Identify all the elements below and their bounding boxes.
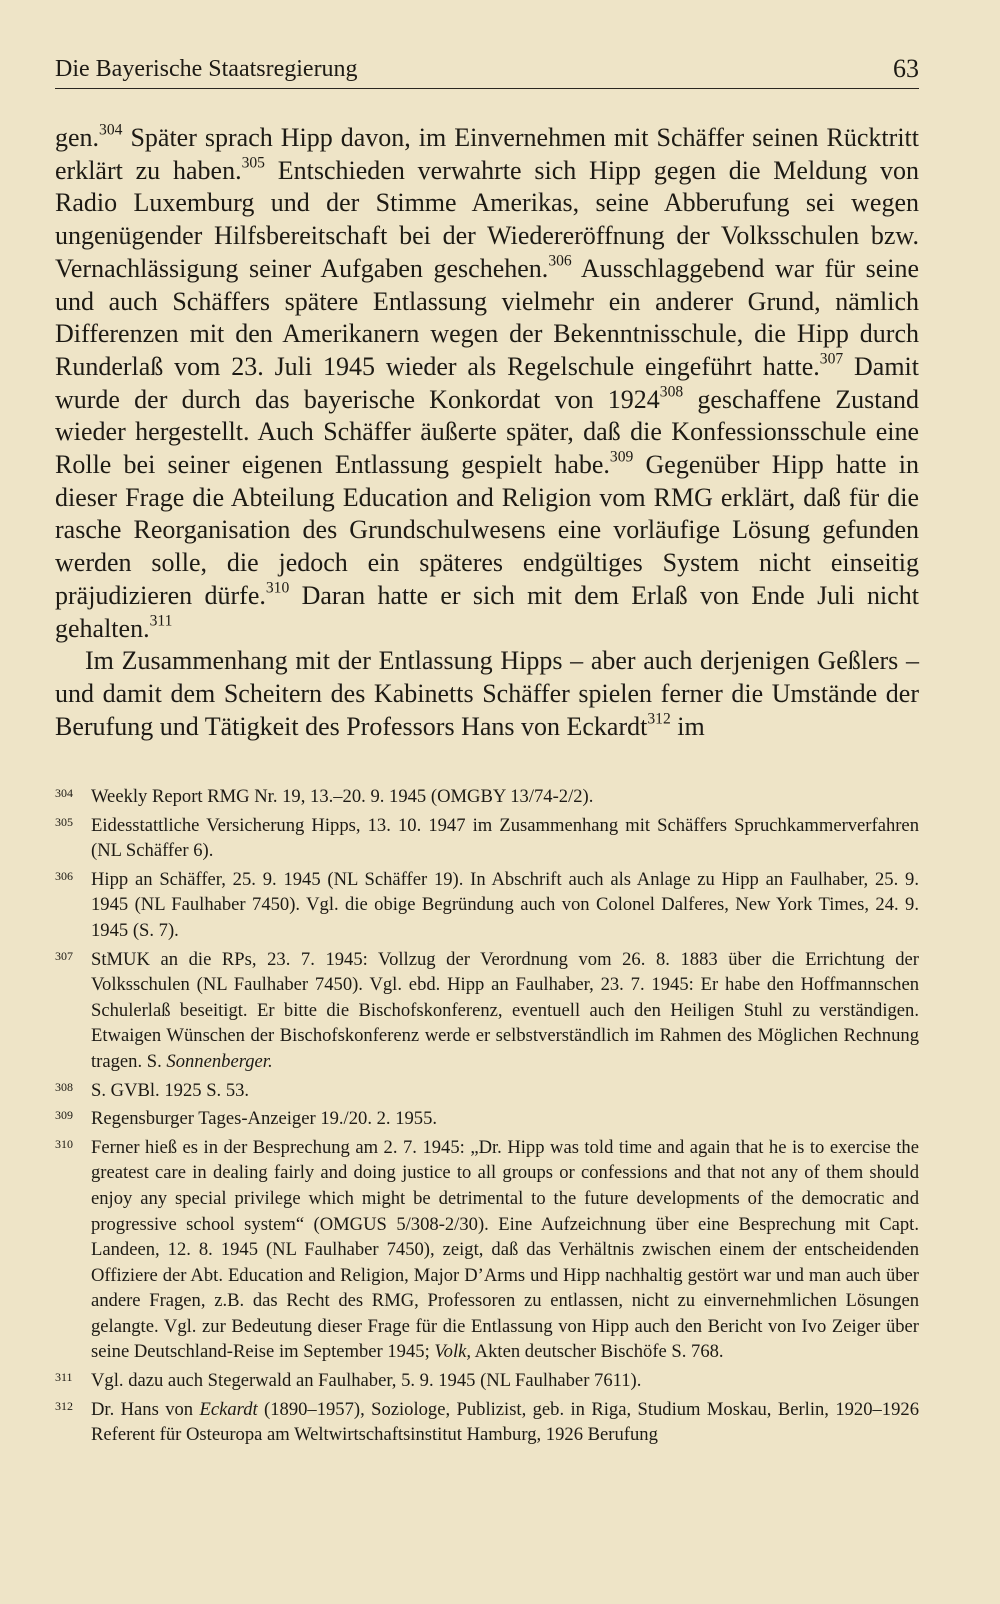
footnote-italic: Sonnenberger. [166,1050,273,1072]
paragraph [55,645,919,743]
footnote-ref[interactable]: 304 [99,121,123,139]
footnote-text: StMUK an die RPs, 23. 7. 1945: Vollzug der Verordnung vom 26. 8. 1883 über die Errichtung der Volksschulen (NL Faulhaber 7450). Vgl. ebd. Hipp an Faulhaber, 23. 7. 1945: Er habe den Hoffmannschen Schulerlaß beseitigt. Er bitte die Bischofskonferenz, eventuell auch den Heiligen Stuhl zu verständigen. Etwaigen Wünschen der Bischofskonferenz werde er selbstverständlich im Rahmen des Möglichen Rechnung tragen. S. [91,948,919,1072]
paragraph [55,122,919,645]
footnote-number: 309 [55,1108,73,1123]
footnote-italic: Eckardt [199,1398,258,1420]
footnote-ref[interactable]: 312 [647,709,671,727]
footnote-number: 311 [55,1370,73,1385]
footnote [55,1106,919,1132]
text-run: Daran hatte er sich mit dem Erlaß von Ende Juli nicht gehalten. [55,580,919,643]
footnote [55,813,919,864]
footnote-text: Dr. Hans von [91,1398,200,1420]
footnote-text: Akten deutscher Bischöfe S. 768. [471,1341,724,1363]
text-run: geschaffene Zustand wieder hergestellt. Auch Schäffer äußerte später, daß die Konfessionsschule eine Rolle bei seiner eigenen Entlassung gespielt habe. [55,384,919,480]
text-run: Gegenüber Hipp hatte in dieser Frage die Abteilung Education and Religion vom RMG erklärt, daß für die rasche Reorganisation des Grundschulwesens eine vorläufige Lösung gefunden werden solle, die jedoch ein späteres endgültiges System nicht einseitig präjudizieren dürfe. [55,450,919,610]
footnotes [55,784,919,1451]
page-number: 63 [893,54,919,83]
text-run: Damit wurde der durch das bayerische Konkordat von 1924 [55,351,919,414]
footnote-text: S. GVBl. 1925 S. 53. [91,1079,250,1101]
footnote [55,1135,919,1365]
footnote-number: 306 [55,868,73,883]
text-run: Ausschlaggebend war für seine und auch Schäffers spätere Entlassung vielmehr ein anderer Grund, nämlich Differenzen mit den Amerikanern wegen der Bekenntnisschule, die Hipp durch Runderlaß vom 23. Juli 1945 wieder als Regelschule eingeführt hatte. [55,253,919,381]
footnote [55,947,919,1075]
text-run: gen. [55,123,100,152]
text-run: im [670,711,705,741]
footnote-italic: Volk, [434,1341,472,1363]
footnote-ref[interactable]: 307 [819,350,844,368]
footnote-number: 307 [55,948,73,963]
footnote [55,1397,919,1448]
footnote-text: Ferner hieß es in der Besprechung am 2. 7. 1945: „Dr. Hipp was told time and again that he is to exercise the greatest care in dealing fairly and doing justice to all groups or confessions and that not any of them should enjoy any special privilege which might be detrimental to the future developments of the democratic and progressive school system“ (OMGUS 5/308-2/30). Eine Aufzeichnung über eine Besprechung mit Capt. Landeen, 12. 8. 1945 (NL Faulhaber 7450), zeigt, daß das Verhältnis zwischen einem der entscheidenden Offiziere der Abt. Education and Religion, Major D’Arms und Hipp nachhaltig gestört war und man auch über andere Fragen, z.B. das Recht des RMG, Professoren zu entlassen, nicht zu einvernehmlichen Lösungen gelangte. Vgl. zur Bedeutung dieser Frage für die Entlassung von Hipp auch den Bericht von Ivo Zeiger über seine Deutschland-Reise im September 1945; [91,1136,919,1363]
text-run: Entschieden verwahrte sich Hipp gegen die Meldung von Radio Luxemburg und der Stimme Amerikas, seine Abberufung sei wegen ungenügender Hilfsbereitschaft bei der Wiedereröffnung der Volksschulen bzw. Vernachlässigung seiner Aufgaben geschehen. [55,155,919,283]
main-text [55,122,919,743]
footnote-text: Regensburger Tages-Anzeiger 19./20. 2. 1955. [91,1108,438,1130]
footnote-ref[interactable]: 311 [149,611,173,629]
footnote-text: Hipp an Schäffer, 25. 9. 1945 (NL Schäffer 19). In Abschrift auch als Anlage zu Hipp an Faulhaber, 25. 9. 1945 (NL Faulhaber 7450). Vgl. die obige Begründung auch von Colonel Dalferes, New York Times, 24. 9. 1945 (S. 7). [91,868,919,941]
text-run: Später sprach Hipp davon, im Einvernehmen mit Schäffer seinen Rücktritt erklärt zu haben. [55,123,919,185]
footnote [55,1368,919,1394]
footnote [55,784,919,810]
footnote-number: 305 [55,814,73,829]
footnote-number: 308 [55,1079,73,1094]
footnote-text: (1890–1957), Soziologe, Publizist, geb. in Riga, Studium Moskau, Berlin, 1920–1926 Referent für Osteuropa am Weltwirtschaftsinstitut Hamburg, 1926 Berufung [91,1398,919,1446]
footnote-ref[interactable]: 310 [265,579,290,597]
footnote [55,867,919,944]
footnote-ref[interactable]: 305 [241,154,265,172]
running-title: Die Bayerische Staatsregierung [55,56,358,82]
footnote-text: Weekly Report RMG Nr. 19, 13.–20. 9. 1945 (OMGBY 13/74-2/2). [91,786,594,807]
footnote [55,1078,919,1104]
footnote-ref[interactable]: 309 [609,448,634,466]
footnote-number: 312 [55,1398,73,1413]
text-run: Im Zusammenhang mit der Entlassung Hipps – aber auch derjenigen Geßlers – und damit dem Scheitern des Kabinetts Schäffer spielen ferner die Umstände der Berufung und Tätigkeit des Professors Hans von Eckardt [55,646,919,741]
footnote-ref[interactable]: 306 [548,252,572,270]
footnote-number: 310 [55,1136,73,1151]
footnote-text: Eidesstattliche Versicherung Hipps, 13. 10. 1947 im Zusammenhang mit Schäffers Spruchkammerverfahren (NL Schäffer 6). [91,814,919,862]
running-header [55,54,919,89]
footnote-ref[interactable]: 308 [659,382,684,400]
footnote-text: Vgl. dazu auch Stegerwald an Faulhaber, 5. 9. 1945 (NL Faulhaber 7611). [91,1370,642,1392]
footnote-number: 304 [55,786,73,800]
